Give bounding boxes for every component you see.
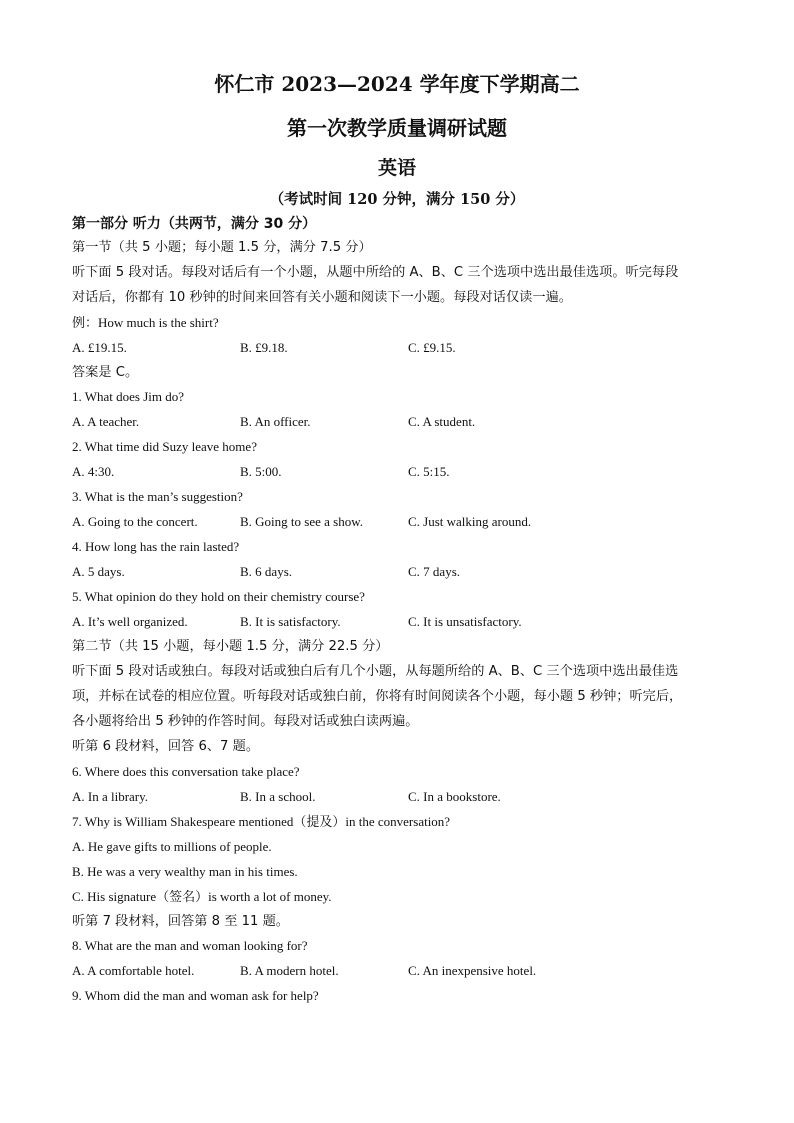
q8-option-b: B. A modern hotel.	[240, 963, 339, 978]
part1-heading: 第一部分 听力（共两节，满分 30 分）	[72, 216, 317, 232]
section2-instruction-3: 各小题将给出 5 秒钟的作答时间。每段对话或独白读两遍。	[72, 714, 419, 729]
example-option-a: A. £19.15.	[72, 340, 127, 355]
question-8: 8. What are the man and woman looking for?	[72, 938, 308, 953]
q7-option-b: B. He was a very wealthy man in his times.	[72, 864, 298, 879]
q4-option-b: B. 6 days.	[240, 564, 292, 579]
exam-title-line1: 怀仁市 2023—2024 学年度下学期高二	[214, 72, 580, 96]
q6-option-c: C. In a bookstore.	[408, 789, 501, 804]
example-option-b: B. £9.18.	[240, 340, 288, 355]
q1-option-b: B. An officer.	[240, 414, 311, 429]
question-4: 4. How long has the rain lasted?	[72, 539, 240, 554]
example-question: 例：How much is the shirt?	[72, 315, 219, 330]
example-answer: 答案是 C。	[72, 365, 139, 380]
question-3: 3. What is the man’s suggestion?	[72, 489, 243, 504]
q6-option-a: A. In a library.	[72, 789, 149, 804]
q8-option-a: A. A comfortable hotel.	[72, 963, 195, 978]
material-7-heading: 听第 7 段材料，回答第 8 至 11 题。	[72, 914, 289, 929]
q6-option-b: B. In a school.	[240, 789, 316, 804]
q2-option-a: A. 4:30.	[72, 464, 115, 479]
q7-option-a: A. He gave gifts to millions of people.	[72, 839, 272, 854]
q2-option-b: B. 5:00.	[240, 464, 282, 479]
question-5: 5. What opinion do they hold on their chemistry course?	[72, 589, 365, 604]
section1-instruction-2: 对话后，你都有 10 秒钟的时间来回答有关小题和阅读下一小题。每段对话仅读一遍。	[72, 290, 572, 305]
section1-heading: 第一节（共 5 小题；每小题 1.5 分，满分 7.5 分）	[72, 240, 372, 255]
q4-option-c: C. 7 days.	[408, 564, 460, 579]
q2-option-c: C. 5:15.	[408, 464, 450, 479]
section1-instruction-1: 听下面 5 段对话。每段对话后有一个小题，从题中所给的 A、B、C 三个选项中选出最佳选项。听完每段	[72, 265, 679, 280]
section2-heading: 第二节（共 15 小题，每小题 1.5 分，满分 22.5 分）	[72, 639, 389, 654]
example-option-c: C. £9.15.	[408, 340, 456, 355]
question-2: 2. What time did Suzy leave home?	[72, 439, 257, 454]
q7-option-c: C. His signature（签名）is worth a lot of money.	[72, 889, 332, 904]
q1-option-c: C. A student.	[408, 414, 476, 429]
q4-option-a: A. 5 days.	[72, 564, 125, 579]
exam-title-line2: 第一次教学质量调研试题	[287, 116, 507, 140]
question-9: 9. Whom did the man and woman ask for help?	[72, 988, 319, 1003]
q3-option-c: C. Just walking around.	[408, 514, 532, 529]
q5-option-c: C. It is unsatisfactory.	[408, 614, 522, 629]
subject-title: 英语	[377, 157, 416, 179]
question-1: 1. What does Jim do?	[72, 389, 185, 404]
question-7: 7. Why is William Shakespeare mentioned（提及）in the conversation?	[72, 814, 451, 829]
q3-option-b: B. Going to see a show.	[240, 514, 364, 529]
exam-info: （考试时间 120 分钟，满分 150 分）	[269, 191, 525, 208]
section2-instruction-1: 听下面 5 段对话或独白。每段对话或独白后有几个小题，从每题所给的 A、B、C 三个选项中选出最佳选	[72, 664, 679, 679]
q8-option-c: C. An inexpensive hotel.	[408, 963, 537, 978]
q5-option-b: B. It is satisfactory.	[240, 614, 341, 629]
q1-option-a: A. A teacher.	[72, 414, 140, 429]
section2-instruction-2: 项，并标在试卷的相应位置。听每段对话或独白前，你将有时间阅读各个小题，每小题 5 秒钟；听完后，	[72, 689, 683, 704]
q3-option-a: A. Going to the concert.	[72, 514, 198, 529]
material-6-heading: 听第 6 段材料，回答 6、7 题。	[72, 739, 260, 754]
q5-option-a: A. It’s well organized.	[72, 614, 188, 629]
question-6: 6. Where does this conversation take place?	[72, 764, 300, 779]
